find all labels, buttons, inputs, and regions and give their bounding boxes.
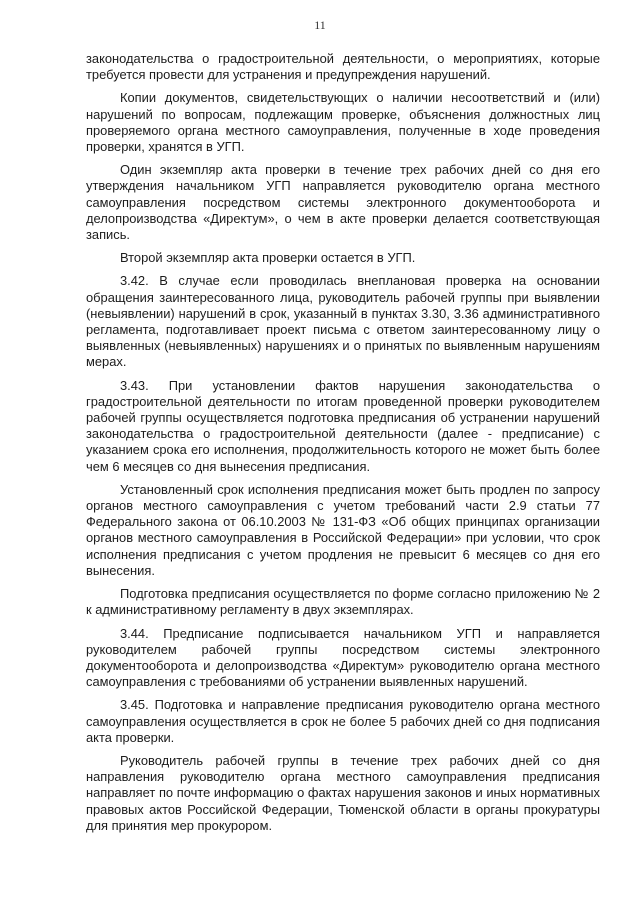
paragraph-prescription-form: Подготовка предписания осуществляется по форме согласно приложению № 2 к административному регламенту в двух экземплярах.	[86, 586, 600, 618]
paragraph-3-44: 3.44. Предписание подписывается начальником УГП и направляется руководителем рабочей группы посредством системы электронного документооборота и делопроизводства «Директум» руководителю органа местного самоуправления с требованиями об устранении выявленных нарушений.	[86, 625, 600, 690]
paragraph-prosecutor-notice: Руководитель рабочей группы в течение трех рабочих дней со дня направления руководителю органа местного самоуправления предписания направляет по почте информацию о фактах нарушения законов и иных нормативных правовых актов Российской Федерации, Тюменской области в органы прокуратуры для принятия мер прокурором.	[86, 752, 600, 833]
paragraph-first-copy: Один экземпляр акта проверки в течение трех рабочих дней со дня его утверждения начальником УГП направляется руководителю органа местного самоуправления посредством системы электронного документооборота и делопроизводства «Директум», о чем в акте проверки делается соответствующая запись.	[86, 162, 600, 243]
paragraph-document-copies: Копии документов, свидетельствующих о наличии несоответствий и (или) нарушений по вопросам, подлежащим проверке, объяснения должностных лиц проверяемого органа местного самоуправления, полученные в ходе проведения проверки, хранятся в УГП.	[86, 90, 600, 155]
paragraph-3-42: 3.42. В случае если проводилась внеплановая проверка на основании обращения заинтересованного лица, руководитель рабочей группы при выявлении (невыявлении) нарушений в срок, указанный в пунктах 3.30, 3.36 административного регламента, подготавливает проект письма с ответом заинтересованному лицу о выявленных (невыявленных) нарушениях и о принятых по выявленным нарушениям мерах.	[86, 273, 600, 370]
paragraph-term-extension: Установленный срок исполнения предписания может быть продлен по запросу органов местного самоуправления с учетом требований части 2.9 статьи 77 Федерального закона от 06.10.2003 № 131-ФЗ «Об общих принципах организации органов местного самоуправления в Российской Федерации» при условии, что срок исполнения предписания с учетом продления не превысит 6 месяцев со дня его вынесения.	[86, 481, 600, 578]
page-number: 11	[314, 18, 326, 32]
paragraph-second-copy: Второй экземпляр акта проверки остается в УГП.	[120, 250, 416, 266]
paragraph-3-45: 3.45. Подготовка и направление предписания руководителю органа местного самоуправления осуществляется в срок не более 5 рабочих дней со дня подписания акта проверки.	[86, 697, 600, 745]
paragraph-3-43: 3.43. При установлении фактов нарушения законодательства о градостроительной деятельности по итогам проведенной проверки руководителем рабочей группы осуществляется подготовка предписания об устранении нарушений законодательства о градостроительной деятельности (далее - предписание) с указанием срока его исполнения, продолжительность которого не может быть более чем 6 месяцев со дня вынесения предписания.	[86, 377, 600, 474]
paragraph-continuation: законодательства о градостроительной деятельности, о мероприятиях, которые требуется провести для устранения и предупреждения нарушений.	[86, 51, 600, 83]
document-body	[86, 51, 600, 841]
